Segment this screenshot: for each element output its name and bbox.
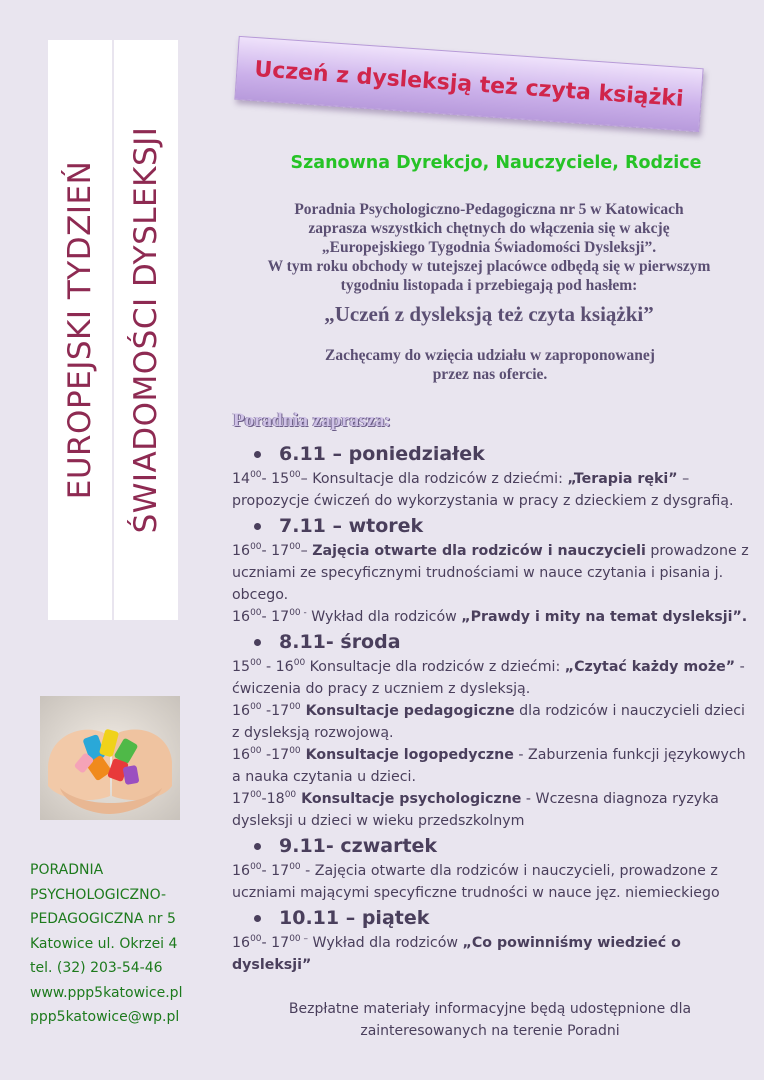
entry-text: prowadzone z uczniami ze specyficznymi trudnościami w nauce czytania i pisania j. obcego. <box>232 543 749 603</box>
entry-text: Konsultacje dla rodziców z dziećmi: <box>305 659 565 675</box>
hands-with-letters-photo <box>40 696 180 820</box>
contact-website-link[interactable]: www.ppp5katowice.pl <box>30 984 183 1001</box>
intro-paragraph <box>226 200 752 295</box>
contact-line: PSYCHOLOGICZNO- <box>30 886 167 903</box>
bullet-dot-icon <box>254 523 261 530</box>
day-heading <box>254 628 752 656</box>
time-sup: 00 <box>250 608 262 618</box>
bullet-dot-icon <box>254 639 261 646</box>
intro-line: Poradnia Psychologiczno-Pedagogiczna nr 5 w Katowicach <box>294 201 684 218</box>
time-sup: 00 <box>289 470 301 480</box>
entry-text: - ćwiczenia do pracy z uczniem z dysleksją. <box>232 659 745 697</box>
time: -17 <box>261 747 290 763</box>
schedule-entry <box>232 700 752 744</box>
entry-text: – propozycje ćwiczeń do wykorzystania w pracy z dzieckiem z dysgrafią. <box>232 471 734 509</box>
day-label: 7.11 – wtorek <box>279 515 424 537</box>
invite-line: Zachęcamy do wzięcia udziału w zaproponowanej <box>325 347 655 364</box>
footer-line: Bezpłatne materiały informacyjne będą udostępnione dla <box>288 1001 692 1017</box>
entry-bold: „Czytać każdy może” <box>564 659 736 675</box>
time-sup: 00 <box>250 542 262 552</box>
time: - 17 <box>261 863 290 879</box>
day-label: 9.11- czwartek <box>279 835 438 857</box>
hands-with-letters-illustration <box>40 696 180 820</box>
time-sup: 00 <box>250 702 262 712</box>
time: - 17 <box>261 935 290 951</box>
contact-email-link[interactable]: ppp5katowice@wp.pl <box>30 1009 180 1025</box>
time-sup: 00 - <box>289 608 307 618</box>
intro-line: W tym roku obchody w tutejszej placówce odbędą się w pierwszym <box>267 258 711 275</box>
bullet-dot-icon <box>254 843 261 850</box>
entry-text: Wykład dla rodziców <box>308 935 463 951</box>
day-label: 8.11- środa <box>279 631 401 653</box>
time-sup: 00 – <box>289 934 309 944</box>
time-sup: 00 <box>289 862 301 872</box>
schedule-entry <box>232 606 752 628</box>
time-sup: 00 <box>289 702 301 712</box>
time-sup: 00 <box>250 746 262 756</box>
time: 17 <box>232 791 251 807</box>
time-sup: 00 <box>293 658 306 668</box>
greeting: Szanowna Dyrekcjo, Nauczyciele, Rodzice <box>290 153 702 173</box>
time: 16 <box>232 863 251 879</box>
contact-block <box>30 858 210 1030</box>
entry-text: - Zaburzenia funkcji językowych a nauka czytania u dzieci. <box>232 747 746 785</box>
time: 16 <box>232 543 251 559</box>
footer-line: zainteresowanych na terenie Poradni <box>360 1023 620 1039</box>
time: - 17 <box>261 543 290 559</box>
bullet-dot-icon <box>254 451 261 458</box>
time: - 15 <box>261 471 290 487</box>
entry-bold: „Prawdy i mity na temat dysleksji”. <box>461 609 748 625</box>
entry-text: – <box>300 543 313 559</box>
time: - 16 <box>261 659 294 675</box>
time: -18 <box>261 791 285 807</box>
intro-line: „Europejskiego Tygodnia Świadomości Dysleksji”. <box>321 239 657 256</box>
schedule-heading: Poradnia zaprasza: <box>233 410 391 431</box>
entry-bold: Konsultacje pedagogiczne <box>300 703 515 719</box>
time: 16 <box>232 703 251 719</box>
time-sup: 00 <box>289 542 301 552</box>
intro-line: zaprasza wszystkich chętnych do włączenia się w akcję <box>308 220 670 237</box>
title-banner <box>234 36 703 132</box>
entry-bold: Konsultacje logopedyczne <box>300 747 514 763</box>
contact-phone: tel. (32) 203-54-46 <box>30 960 163 976</box>
schedule-entry <box>232 468 752 512</box>
schedule-entry <box>232 860 752 904</box>
entry-text: - Zajęcia otwarte dla rodziców i nauczycieli, prowadzone z uczniami mającymi specyficzne trudności w nauce jęz. niemieckiego <box>232 863 720 901</box>
day-label: 10.11 – piątek <box>279 907 430 929</box>
time: - 17 <box>261 609 290 625</box>
invite-paragraph <box>260 346 720 384</box>
footer-note <box>250 998 730 1042</box>
side-banner-left <box>48 40 112 620</box>
time-sup: 00 <box>250 658 262 668</box>
side-banner-right <box>114 40 178 620</box>
side-banner-line2: ŚWIADOMOŚCI DYSLEKSJI <box>128 126 164 534</box>
schedule-entry <box>232 744 752 788</box>
time-sup: 00 <box>250 862 262 872</box>
day-heading <box>254 832 752 860</box>
entry-bold: „Terapia ręki” <box>567 471 678 487</box>
day-heading <box>254 904 752 932</box>
side-banner-line1: EUROPEJSKI TYDZIEŃ <box>62 160 98 500</box>
entry-text: - Wczesna diagnoza ryzyka dysleksji u dzieci w wieku przedszkolnym <box>232 791 719 829</box>
contact-line: PEDAGOGICZNA nr 5 <box>30 911 176 927</box>
intro-line: tygodniu listopada i przebiegają pod hasłem: <box>340 277 638 294</box>
page-title: Uczeń z dysleksją też czyta książki <box>253 56 685 112</box>
schedule-entry <box>232 540 752 606</box>
entry-text: – Konsultacje dla rodziców z dziećmi: <box>300 471 568 487</box>
schedule <box>232 440 752 976</box>
time-sup: 00 <box>289 746 301 756</box>
entry-bold: Konsultacje psychologiczne <box>296 791 522 807</box>
bullet-dot-icon <box>254 915 261 922</box>
entry-text: dla rodziców i nauczycieli dzieci z dysleksją rozwojową. <box>232 703 745 741</box>
entry-bold: Zajęcia otwarte dla rodziców i nauczycieli <box>312 543 646 559</box>
schedule-entry <box>232 788 752 832</box>
time: 16 <box>232 935 251 951</box>
time-sup: 00 <box>250 790 262 800</box>
time: 16 <box>232 609 251 625</box>
time-sup: 00 <box>284 790 297 800</box>
day-heading <box>254 512 752 540</box>
contact-address: Katowice ul. Okrzei 4 <box>30 935 178 952</box>
schedule-entry <box>232 656 752 700</box>
day-label: 6.11 – poniedziałek <box>279 443 485 465</box>
day-heading <box>254 440 752 468</box>
time-sup: 00 <box>250 470 262 480</box>
time: 15 <box>232 659 251 675</box>
time: -17 <box>261 703 290 719</box>
entry-text: Wykład dla rodziców <box>306 609 462 625</box>
schedule-entry <box>232 932 752 976</box>
time: 16 <box>232 747 251 763</box>
time: 14 <box>232 471 251 487</box>
invite-line: przez nas ofercie. <box>432 366 548 383</box>
slogan: „Uczeń z dysleksją też czyta książki” <box>324 302 654 326</box>
entry-bold: „Co powinniśmy wiedzieć o dysleksji” <box>232 935 681 973</box>
contact-line: PORADNIA <box>30 862 104 878</box>
time-sup: 00 <box>250 934 262 944</box>
